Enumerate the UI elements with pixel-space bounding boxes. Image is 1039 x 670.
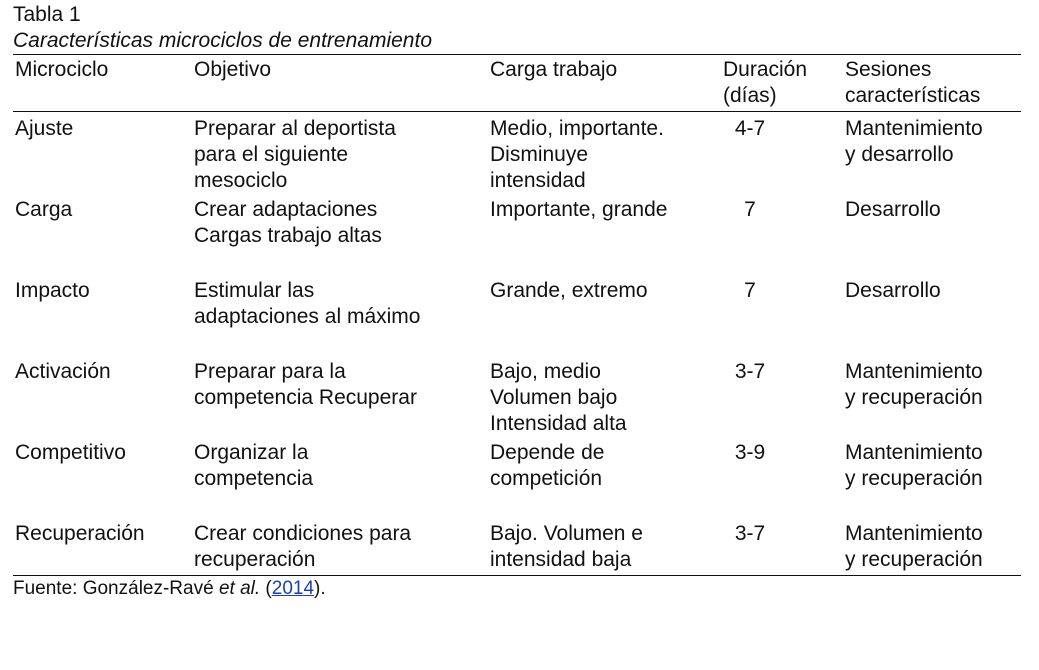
cell-carga: [490, 197, 723, 278]
cell-line: adaptaciones al máximo: [194, 305, 421, 328]
cell-line: Bajo. Volumen e: [490, 522, 643, 545]
source-prefix: Fuente: González-Ravé: [13, 578, 219, 599]
cell-line: Cargas trabajo altas: [194, 224, 382, 247]
cell-line: mesociclo: [194, 169, 288, 192]
table-row: [13, 112, 1021, 198]
cell-line: competición: [490, 467, 603, 490]
cell-objetivo: [194, 521, 490, 576]
cell-line: Ajuste: [15, 117, 74, 140]
cell-line: Carga: [15, 198, 73, 221]
cell-sesiones: [845, 112, 1021, 198]
cell-line: Preparar para la: [194, 360, 346, 383]
cell-sesiones: [845, 278, 1021, 359]
cell-line: Desarrollo: [845, 279, 941, 302]
source-et-al: et al.: [218, 578, 261, 599]
cell-objetivo: [194, 278, 490, 359]
cell-line: Impacto: [15, 279, 90, 302]
table-source-note: [13, 577, 1019, 601]
cell-line: Mantenimiento: [845, 117, 983, 140]
cell-line: y desarrollo: [845, 143, 954, 166]
cell-line: Crear adaptaciones: [194, 198, 378, 221]
cell-carga: [490, 112, 723, 198]
cell-microciclo: [13, 197, 194, 278]
cell-line: Depende de: [490, 441, 605, 464]
cell-objetivo: [194, 197, 490, 278]
header-line: (días): [723, 84, 777, 107]
cell-line: Disminuye: [490, 143, 589, 166]
cell-line: competencia Recuperar: [194, 386, 417, 409]
header-line: características: [845, 84, 981, 107]
cell-line: Mantenimiento: [845, 522, 983, 545]
cell-line: Medio, importante.: [490, 117, 664, 140]
cell-microciclo: [13, 112, 194, 198]
cell-line: Preparar al deportista: [194, 117, 396, 140]
cell-line: Mantenimiento: [845, 441, 983, 464]
cell-sesiones: [845, 197, 1021, 278]
table-row: [13, 197, 1021, 278]
cell-objetivo: [194, 440, 490, 521]
cell-objetivo: [194, 359, 490, 440]
cell-line: y recuperación: [845, 467, 983, 490]
cell-line: Crear condiciones para: [194, 522, 412, 545]
header-line: Microciclo: [15, 58, 109, 81]
cell-line: para el siguiente: [194, 143, 349, 166]
source-year-link[interactable]: 2014: [271, 578, 315, 599]
table-label: Tabla 1: [13, 3, 81, 26]
header-line: Duración: [723, 58, 808, 81]
cell-carga: [490, 359, 723, 440]
cell-objetivo: [194, 112, 490, 198]
cell-line: Competitivo: [15, 441, 126, 464]
cell-line: recuperación: [194, 548, 316, 571]
cell-duracion: 7: [744, 279, 756, 302]
header-carga-trabajo: [490, 55, 723, 112]
cell-duracion: 3-7: [734, 360, 766, 383]
cell-line: Activación: [15, 360, 111, 383]
table-header-row: [13, 55, 1021, 112]
table-row: [13, 440, 1021, 521]
cell-carga: [490, 278, 723, 359]
cell-line: Grande, extremo: [490, 279, 648, 302]
cell-carga: [490, 440, 723, 521]
table-container: [13, 0, 1019, 601]
table-row: [13, 278, 1021, 359]
cell-duracion: 7: [744, 198, 756, 221]
cell-line: intensidad baja: [490, 548, 632, 571]
cell-line: y recuperación: [845, 548, 983, 571]
source-close: ).: [314, 578, 326, 599]
cell-sesiones: [845, 359, 1021, 440]
cell-carga: [490, 521, 723, 576]
cell-sesiones: [845, 440, 1021, 521]
table-row: [13, 359, 1021, 440]
cell-line: Desarrollo: [845, 198, 941, 221]
header-line: Sesiones: [845, 58, 932, 81]
cell-duracion: 3-9: [734, 441, 766, 464]
cell-line: intensidad: [490, 169, 586, 192]
cell-microciclo: [13, 440, 194, 521]
cell-line: Importante, grande: [490, 198, 668, 221]
table-row: [13, 521, 1021, 576]
cell-line: Intensidad alta: [490, 412, 627, 435]
microcycles-table: [13, 54, 1021, 576]
cell-line: Organizar la: [194, 441, 309, 464]
cell-duracion: 4-7: [734, 117, 766, 140]
cell-line: y recuperación: [845, 386, 983, 409]
cell-line: Volumen bajo: [490, 386, 618, 409]
header-objetivo: [194, 55, 490, 112]
cell-line: Recuperación: [15, 522, 145, 545]
cell-line: competencia: [194, 467, 314, 490]
cell-line: Bajo, medio: [490, 360, 601, 383]
header-duracion: [723, 55, 845, 112]
source-open: (: [260, 578, 272, 599]
table-title: Características microciclos de entrenamiento: [13, 29, 432, 52]
cell-microciclo: [13, 359, 194, 440]
cell-microciclo: [13, 278, 194, 359]
header-sesiones: [845, 55, 1021, 112]
header-line: Objetivo: [194, 58, 272, 81]
cell-microciclo: [13, 521, 194, 576]
header-microciclo: [13, 55, 194, 112]
cell-line: Estimular las: [194, 279, 315, 302]
header-line: Carga trabajo: [490, 58, 618, 81]
cell-line: Mantenimiento: [845, 360, 983, 383]
cell-duracion: 3-7: [723, 521, 845, 576]
cell-sesiones: [845, 521, 1021, 576]
